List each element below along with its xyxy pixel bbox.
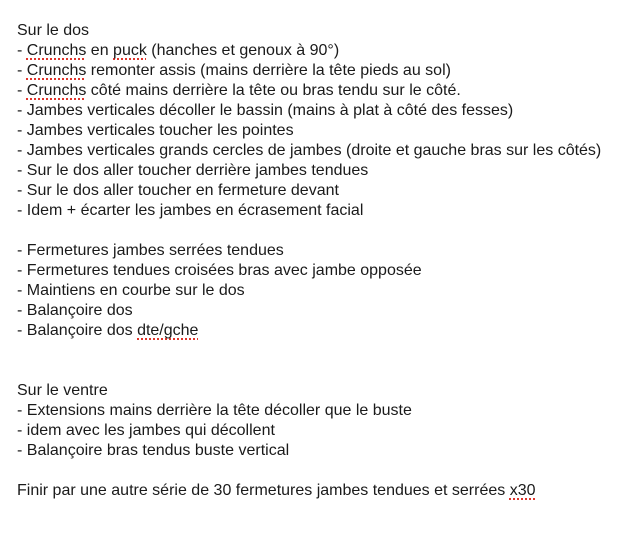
list-item: - Fermetures jambes serrées tendues xyxy=(17,242,284,259)
footer-note: Finir par une autre série de 30 fermetures jambes tendues et serrées x30 xyxy=(17,482,536,499)
list-item: - Idem + écarter les jambes en écrasement facial xyxy=(17,202,364,219)
list-item: - idem avec les jambes qui décollent xyxy=(17,422,275,439)
list-item: - Crunchs en puck (hanches et genoux à 90°) xyxy=(17,42,340,59)
document-body xyxy=(17,21,617,501)
blank-line xyxy=(17,341,617,381)
blank-line xyxy=(17,221,617,241)
list-item: - Crunchs remonter assis (mains derrière la tête pieds au sol) xyxy=(17,62,451,79)
spellcheck-word: Crunchs xyxy=(26,82,87,99)
list-item: - Balançoire bras tendus buste vertical xyxy=(17,442,290,459)
spellcheck-word: Crunchs xyxy=(26,42,87,59)
spellcheck-word: puck xyxy=(113,42,147,59)
list-item: - Fermetures tendues croisées bras avec jambe opposée xyxy=(17,262,422,279)
list-item: - Balançoire dos dte/gche xyxy=(17,322,199,339)
list-item: - Crunchs côté mains derrière la tête ou bras tendu sur le côté. xyxy=(17,82,461,99)
spellcheck-word: x30 xyxy=(509,482,536,499)
list-item: - Sur le dos aller toucher derrière jambes tendues xyxy=(17,162,369,179)
list-item: - Maintiens en courbe sur le dos xyxy=(17,282,245,299)
spellcheck-word: Crunchs xyxy=(26,62,87,79)
blank-line xyxy=(17,461,617,481)
list-item: - Jambes verticales décoller le bassin (mains à plat à côté des fesses) xyxy=(17,102,514,119)
list-item: - Extensions mains derrière la tête décoller que le buste xyxy=(17,402,412,419)
section-heading-belly: Sur le ventre xyxy=(17,382,108,399)
spellcheck-word: dte/gche xyxy=(137,322,199,339)
list-item: - Balançoire dos xyxy=(17,302,133,319)
section-heading-back: Sur le dos xyxy=(17,22,90,39)
list-item: - Jambes verticales toucher les pointes xyxy=(17,122,294,139)
list-item: - Sur le dos aller toucher en fermeture devant xyxy=(17,182,339,199)
list-item: - Jambes verticales grands cercles de jambes (droite et gauche bras sur les côtés) xyxy=(17,142,602,159)
